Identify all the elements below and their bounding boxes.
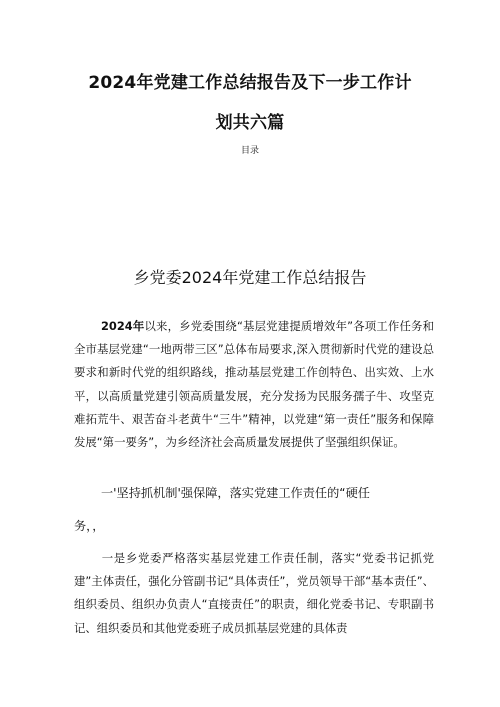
body-paragraph-2-text: 一是乡党委严格落实基层党建工作责任制，落实“党委书记抓党建”主体责任，强化分管副书记“具体责任”，党员领导干部“基本责任”、组织委员、组织办负责人“直接责任”的职责，细化党委书记、专职副书记、组织委员和其他党委班子成员抓基层党建的具体责 xyxy=(74,551,434,635)
intro-body: 以来，乡党委围绕“基层党建提质增效年”各项工作任务和全市基层党建“一地两带三区”总体布局要求,深入贯彻新时代党的建设总要求和新时代党的组织路线，推动基层党建工作创特色、出实效、上水平，以高质量党建引领高质量发展，充分发扬为民服务孺子牛、攻坚克难拓荒牛、艰苦奋斗老黄牛“三牛”精神，以党建“第一责任”服务和保障发展“第一要务”，为乡经济社会高质量发展提供了坚强组织保证。 xyxy=(74,319,435,450)
section-title: 乡党委2024年党建工作总结报告 xyxy=(133,268,367,287)
table-of-contents-label: 目录 xyxy=(240,146,259,156)
subheading-1-line-2: 务，， xyxy=(74,519,105,533)
document-title-line-2: 划共六篇 xyxy=(215,113,285,133)
intro-paragraph xyxy=(74,315,434,454)
intro-lead-year: 2024年 xyxy=(101,319,145,333)
subheading-1-line-1: 一'坚持抓机制'强保障，落实党建工作责任的“硬任 xyxy=(101,486,370,500)
document-title-line-1: 2024年党建工作总结报告及下一步工作计 xyxy=(88,73,412,93)
body-paragraph-2 xyxy=(74,547,434,640)
